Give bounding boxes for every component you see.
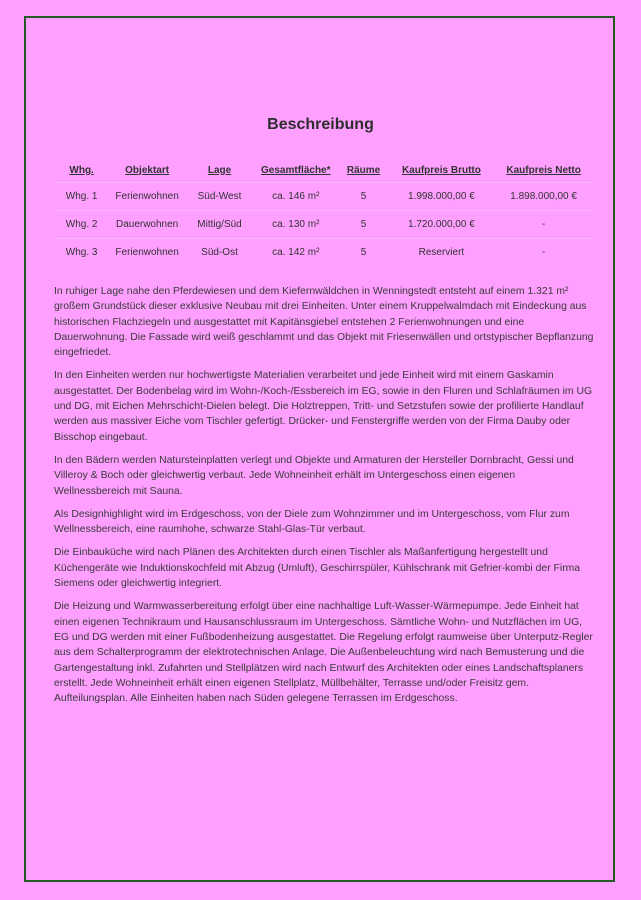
description-text (54, 284, 594, 714)
header-kaufpreis-netto: Kaufpreis Netto (506, 164, 581, 176)
paragraph-location: In ruhiger Lage nahe den Pferdewiesen und dem Kiefernwäldchen in Wenningstedt entsteht auf einem 1.321 m² großem Grundstück dieser exklusive Neubau mit drei Einheiten. Unter einem Kruppelwalmdach mit Eindeckung aus historischen Flachziegeln und ausgestattet mit Kapitänsgiebel entstehen 2 Ferienwohnungen und eine Dauerwohnung. Die Fassade wird weiß geschlammt und das Objekt mit Friesenwällen und ortstypischer Bepflanzung eingefriedet. (54, 286, 594, 359)
header-gesamtflaeche: Gesamtfläche* (261, 164, 331, 176)
table-cell: Ferienwohnen (107, 239, 187, 267)
table-row (56, 239, 592, 267)
table-cell: Süd-West (187, 183, 252, 211)
table-cell: Süd-Ost (187, 239, 252, 267)
table-cell: ca. 130 m² (252, 211, 340, 239)
header-lage: Lage (207, 164, 232, 176)
table-row (56, 211, 592, 239)
paragraph-heating: Die Heizung und Warmwasserbereitung erfolgt über eine nachhaltige Luft-Wasser-Wärmepumpe. Jede Einheit hat einen eigenen Technikraum und Hausanschlussraum im Untergeschoss. Sämtliche Wohn- und Nutzflächen im UG, EG und DG werden mit einer Fußbodenheizung ausgestattet. Die Regelung erfolgt raumweise über Unterputz-Regler aus dem Schalterprogramm der elektrotechnischen Anlage. Die Außenbeleuchtung wird nach Bemusterung und die Gartengestaltung inkl. Zufahrten und Stellplätzen wird nach Entwurf des Architekten oder eines Landschaftsplaners erstellt. Jede Wohneinheit erhält einen eigenen Stellplatz, Müllbehälter, Terrasse und/oder Freisitz gem. Aufteilungsplan. Alle Einheiten haben nach Süden gelegene Terrassen im Erdgeschoss. (54, 601, 593, 705)
header-kaufpreis-brutto: Kaufpreis Brutto (401, 164, 481, 176)
table-cell: 1.898.000,00 € (495, 183, 592, 211)
paragraph-kitchen: Die Einbauküche wird nach Plänen des Architekten durch einen Tischler als Maßanfertigung hergestellt und Küchengeräte wie Induktionskochfeld mit Abzug (Umluft), Geschirrspüler, Kühlschrank mit Gefrier-kombi der Firma Siemens oder gleichwertig integriert. (54, 547, 581, 590)
table-header-row (56, 158, 592, 183)
table-cell: Whg. 2 (56, 211, 107, 239)
header-objektart: Objektart (125, 164, 170, 176)
table-cell: 5 (340, 183, 388, 211)
table-cell: - (495, 239, 592, 267)
table-cell: 1.998.000,00 € (388, 183, 496, 211)
table-cell: Mittig/Süd (187, 211, 252, 239)
header-raeume: Räume (346, 164, 381, 176)
page-title: Beschreibung (267, 116, 374, 133)
table-cell: Whg. 3 (56, 239, 107, 267)
units-table (56, 158, 592, 266)
table-cell: Reserviert (388, 239, 496, 267)
paragraph-materials: In den Einheiten werden nur hochwertigste Materialien verarbeitet und jede Einheit wird mit einem Gaskamin ausgestattet. Der Bodenbelag wird im Wohn-/Koch-/Essbereich im EG, sowie in den Fluren und Schlafräumen im UG und DG, mit Eichen Mehrschicht-Dielen belegt. Die Holztreppen, Tritt- und Setzstufen sowie der profilierte Handlauf werden aus massiver Eiche vom Tischler gefertigt. Drücker- und Fenstergriffe werden von der Firma Dauby oder Bisschop eingebaut. (54, 370, 593, 443)
table-cell: Ferienwohnen (107, 183, 187, 211)
table-cell: 1.720.000,00 € (388, 211, 496, 239)
table-cell: ca. 146 m² (252, 183, 340, 211)
table-cell: ca. 142 m² (252, 239, 340, 267)
paragraph-bathrooms: In den Bädern werden Natursteinplatten verlegt und Objekte und Armaturen der Hersteller Dornbracht, Gessi und Villeroy & Boch oder gleichwertig verbaut. Jede Wohneinheit erhält im Untergeschoss einen eigenen Wellnessbereich mit Sauna. (54, 454, 574, 497)
table-cell: Whg. 1 (56, 183, 107, 211)
table-row (56, 183, 592, 211)
header-whg: Whg. (69, 164, 94, 176)
table-cell: 5 (340, 211, 388, 239)
table-cell: Dauerwohnen (107, 211, 187, 239)
table-cell: 5 (340, 239, 388, 267)
table-cell: - (495, 211, 592, 239)
paragraph-design-highlight: Als Designhighlight wird im Erdgeschoss, von der Diele zum Wohnzimmer und im Untergeschoss, vom Flur zum Wellnessbereich, eine raumhohe, schwarze Stahl-Glas-Tür verbaut. (54, 508, 570, 536)
